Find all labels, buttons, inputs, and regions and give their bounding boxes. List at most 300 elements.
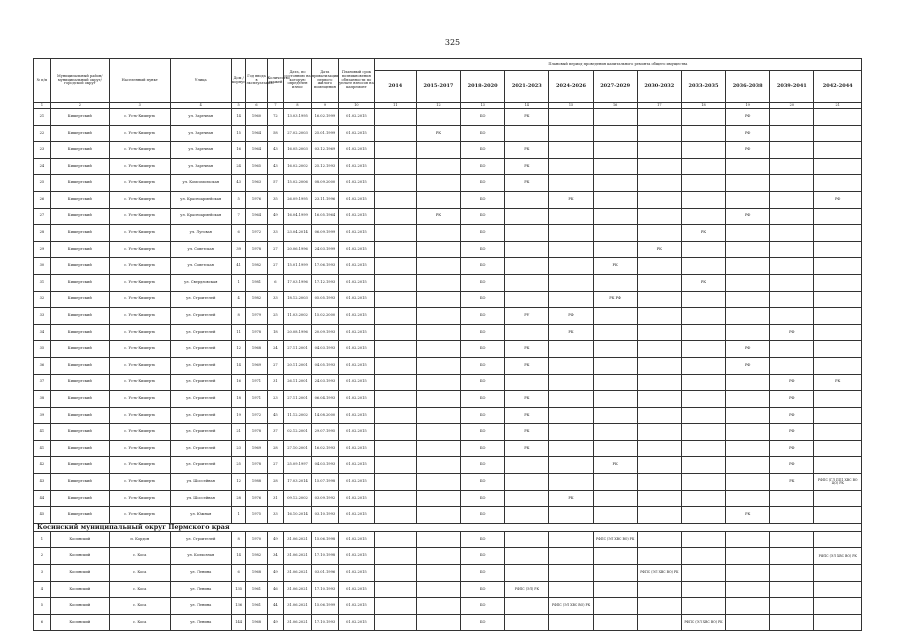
cell-planned-date: 01.02.2015 bbox=[339, 142, 375, 159]
cell-period-work bbox=[637, 490, 681, 507]
cell-period-work: РК bbox=[549, 490, 593, 507]
cell-period-work bbox=[726, 440, 770, 457]
cell-period-work bbox=[549, 291, 593, 308]
cell-settlement: с. Усть-Кишерть bbox=[109, 274, 170, 291]
cell-period-work bbox=[681, 258, 725, 275]
cell-street: ул. Строителей bbox=[170, 341, 231, 358]
cell-period-work bbox=[770, 274, 814, 291]
cell-period-work: РК bbox=[505, 407, 549, 424]
cell-period-work bbox=[814, 391, 862, 408]
cell-street: ул. Советская bbox=[170, 241, 231, 258]
cell-period-work bbox=[416, 225, 460, 242]
cell-period-work bbox=[637, 191, 681, 208]
cell-date-privatization: 04.05.1993 bbox=[311, 357, 338, 374]
cell-num: 32 bbox=[34, 291, 51, 308]
cell-period-work bbox=[549, 142, 593, 159]
cell-date-privatization: 17.06.1993 bbox=[311, 258, 338, 275]
table-row bbox=[34, 142, 862, 159]
cell-period-work bbox=[814, 598, 862, 615]
cell-period-work: РФПС (ЭЛ) РК bbox=[505, 581, 549, 598]
cell-period-work bbox=[726, 175, 770, 192]
cell-period-work bbox=[505, 291, 549, 308]
cell-period-work bbox=[549, 374, 593, 391]
cell-period-work bbox=[549, 407, 593, 424]
table-row bbox=[34, 457, 862, 474]
cell-period-work bbox=[637, 274, 681, 291]
cell-year: 1964 bbox=[246, 125, 267, 142]
column-number: 1 bbox=[34, 103, 51, 109]
cell-settlement: с. Усть-Кишерть bbox=[109, 507, 170, 524]
cell-period-work bbox=[770, 598, 814, 615]
cell-year: 1961 bbox=[246, 598, 267, 615]
cell-year: 1965 bbox=[246, 158, 267, 175]
cell-street: ул. Строителей bbox=[170, 308, 231, 325]
cell-period-work bbox=[416, 507, 460, 524]
cell-floors: 28 bbox=[267, 474, 284, 491]
cell-period-work bbox=[505, 474, 549, 491]
cell-period-work: РФПС (ЭЛ ХВС ВО) РК bbox=[814, 548, 862, 565]
cell-num: 21 bbox=[34, 109, 51, 126]
cell-period-work bbox=[549, 457, 593, 474]
cell-floors: 72 bbox=[267, 109, 284, 126]
cell-house: 144 bbox=[231, 614, 246, 631]
cell-period-work bbox=[593, 598, 637, 615]
cell-year: 1970 bbox=[246, 531, 267, 548]
cell-year: 1964 bbox=[246, 208, 267, 225]
cell-period-work: БО bbox=[461, 581, 505, 598]
cell-period-work: БО bbox=[461, 125, 505, 142]
cell-municipality: Кишертский bbox=[50, 109, 109, 126]
cell-settlement: с. Усть-Кишерть bbox=[109, 258, 170, 275]
cell-period-work bbox=[770, 507, 814, 524]
cell-period-work bbox=[637, 474, 681, 491]
cell-house: 28 bbox=[231, 490, 246, 507]
cell-date-privatization: 04.03.1993 bbox=[311, 341, 338, 358]
cell-period-work: РК bbox=[416, 208, 460, 225]
cell-period-work bbox=[374, 507, 416, 524]
cell-period-work: БО bbox=[461, 598, 505, 615]
header-planned-period: Плановый срок возникновения обязанности по уплате взносов на капремонт bbox=[339, 59, 375, 103]
cell-period-work bbox=[549, 241, 593, 258]
cell-year: 1971 bbox=[246, 391, 267, 408]
cell-settlement: с. Усть-Кишерть bbox=[109, 291, 170, 308]
cell-house: 1 bbox=[231, 507, 246, 524]
cell-street: ул. Ленина bbox=[170, 581, 231, 598]
cell-period-work bbox=[374, 531, 416, 548]
header-date-privatization: Дата приватизации первого жилого помещения bbox=[311, 59, 338, 103]
cell-planned-date: 01.02.2015 bbox=[339, 324, 375, 341]
cell-period-work bbox=[549, 225, 593, 242]
cell-period-work bbox=[770, 225, 814, 242]
cell-floors: 57 bbox=[267, 175, 284, 192]
cell-period-work bbox=[593, 324, 637, 341]
cell-municipality: Кишертский bbox=[50, 125, 109, 142]
table-row bbox=[34, 125, 862, 142]
cell-period-work bbox=[593, 424, 637, 441]
cell-period-work: БО bbox=[461, 258, 505, 275]
table-row bbox=[34, 424, 862, 441]
table-row bbox=[34, 208, 862, 225]
header-municipality: Муниципальный район/муниципальный округ/городской округ bbox=[50, 59, 109, 103]
cell-street: ул. Южная bbox=[170, 507, 231, 524]
cell-date-overhaul: 16.04.1999 bbox=[284, 208, 311, 225]
cell-period-work bbox=[726, 158, 770, 175]
cell-period-work bbox=[593, 407, 637, 424]
cell-year: 1963 bbox=[246, 175, 267, 192]
cell-period-work bbox=[681, 357, 725, 374]
cell-municipality: Кишертский bbox=[50, 341, 109, 358]
cell-settlement: с. Усть-Кишерть bbox=[109, 324, 170, 341]
cell-date-privatization: 03.01.1996 bbox=[311, 565, 338, 582]
cell-period-work bbox=[681, 507, 725, 524]
cell-planned-date: 01.02.2015 bbox=[339, 424, 375, 441]
cell-period-work bbox=[593, 109, 637, 126]
cell-period-work bbox=[549, 258, 593, 275]
cell-period-work bbox=[814, 424, 862, 441]
cell-year: 1964 bbox=[246, 142, 267, 159]
header-settlement: Населенный пункт bbox=[109, 59, 170, 103]
cell-num: 25 bbox=[34, 175, 51, 192]
cell-period-work bbox=[374, 457, 416, 474]
cell-house: 8 bbox=[231, 308, 246, 325]
cell-street: ул. Строителей bbox=[170, 457, 231, 474]
cell-period-work bbox=[726, 225, 770, 242]
cell-period-work bbox=[374, 440, 416, 457]
cell-period-work bbox=[770, 142, 814, 159]
cell-planned-date: 01.02.2015 bbox=[339, 258, 375, 275]
cell-period-work bbox=[726, 391, 770, 408]
cell-period-work bbox=[416, 241, 460, 258]
cell-period-work bbox=[770, 565, 814, 582]
cell-period-work bbox=[416, 357, 460, 374]
cell-planned-date: 01.02.2015 bbox=[339, 614, 375, 631]
cell-period-work bbox=[814, 341, 862, 358]
cell-date-overhaul: 31.06.2021 bbox=[284, 614, 311, 631]
cell-period-work bbox=[593, 175, 637, 192]
cell-period-work: РК bbox=[505, 440, 549, 457]
cell-date-privatization: 15.02.2000 bbox=[311, 308, 338, 325]
cell-date-overhaul: 25.09.1997 bbox=[284, 457, 311, 474]
cell-period-work bbox=[593, 474, 637, 491]
table-row bbox=[34, 308, 862, 325]
cell-num: 6 bbox=[34, 614, 51, 631]
cell-planned-date: 01.02.2015 bbox=[339, 225, 375, 242]
cell-period-work bbox=[637, 507, 681, 524]
cell-settlement: с. Усть-Кишерть bbox=[109, 308, 170, 325]
cell-date-overhaul: 31.06.2021 bbox=[284, 565, 311, 582]
cell-period-work: БО bbox=[461, 109, 505, 126]
cell-date-overhaul: 15.02.2006 bbox=[284, 175, 311, 192]
cell-period-work bbox=[374, 274, 416, 291]
cell-period-work bbox=[681, 109, 725, 126]
cell-period-work bbox=[637, 457, 681, 474]
cell-planned-date: 01.02.2015 bbox=[339, 191, 375, 208]
cell-period-work bbox=[770, 109, 814, 126]
cell-period-work bbox=[770, 548, 814, 565]
cell-year: 1975 bbox=[246, 507, 267, 524]
cell-year: 1982 bbox=[246, 548, 267, 565]
cell-period-work bbox=[637, 225, 681, 242]
cell-period-work bbox=[814, 125, 862, 142]
cell-planned-date: 01.02.2015 bbox=[339, 598, 375, 615]
cell-year: 1988 bbox=[246, 474, 267, 491]
cell-municipality: Кишертский bbox=[50, 474, 109, 491]
cell-house: 6 bbox=[231, 565, 246, 582]
column-number: 19 bbox=[726, 103, 770, 109]
cell-period-work: РФ bbox=[770, 457, 814, 474]
cell-house: 8 bbox=[231, 531, 246, 548]
cell-period-work bbox=[681, 531, 725, 548]
cell-period-work bbox=[814, 531, 862, 548]
cell-date-privatization: 03.10.1993 bbox=[311, 507, 338, 524]
cell-date-privatization: 03.09.1992 bbox=[311, 490, 338, 507]
cell-period-work: БО bbox=[461, 158, 505, 175]
cell-floors: 27 bbox=[267, 457, 284, 474]
cell-period-work bbox=[416, 374, 460, 391]
column-number: 20 bbox=[770, 103, 814, 109]
cell-year: 1968 bbox=[246, 565, 267, 582]
column-number: 7 bbox=[267, 103, 284, 109]
cell-period-work: РФ bbox=[770, 407, 814, 424]
cell-municipality: Кишертский bbox=[50, 308, 109, 325]
cell-period-work bbox=[593, 142, 637, 159]
cell-planned-date: 01.02.2015 bbox=[339, 175, 375, 192]
table-row bbox=[34, 490, 862, 507]
cell-street: ул. Красноармейская bbox=[170, 191, 231, 208]
cell-period-work bbox=[726, 598, 770, 615]
cell-period-work bbox=[374, 474, 416, 491]
cell-period-work: РК bbox=[726, 507, 770, 524]
cell-period-work bbox=[726, 191, 770, 208]
cell-period-work bbox=[593, 125, 637, 142]
cell-floors: 25 bbox=[267, 308, 284, 325]
cell-period-work: РК bbox=[505, 341, 549, 358]
cell-municipality: Кишертский bbox=[50, 225, 109, 242]
cell-street: ул. Строителей bbox=[170, 391, 231, 408]
cell-period-work bbox=[593, 507, 637, 524]
cell-num: 41 bbox=[34, 440, 51, 457]
cell-period-work bbox=[637, 424, 681, 441]
cell-period-work bbox=[374, 391, 416, 408]
cell-date-privatization: 24.03.1999 bbox=[311, 241, 338, 258]
header-planned-years-title: Плановый период проведения капитального ремонта общего имущества bbox=[374, 59, 861, 71]
cell-street: ул. Строителей bbox=[170, 324, 231, 341]
cell-period-work bbox=[681, 407, 725, 424]
cell-planned-date: 01.02.2015 bbox=[339, 474, 375, 491]
cell-floors: 44 bbox=[267, 598, 284, 615]
cell-period-work bbox=[505, 191, 549, 208]
cell-period-work: БО bbox=[461, 407, 505, 424]
cell-period-work bbox=[549, 581, 593, 598]
cell-floors: 37 bbox=[267, 424, 284, 441]
cell-period-work bbox=[374, 225, 416, 242]
cell-municipality: Кишертский bbox=[50, 424, 109, 441]
cell-date-privatization: 15.06.1999 bbox=[311, 598, 338, 615]
cell-planned-date: 01.02.2015 bbox=[339, 507, 375, 524]
cell-municipality: Кишертский bbox=[50, 258, 109, 275]
cell-period-work bbox=[637, 407, 681, 424]
table-row bbox=[34, 548, 862, 565]
cell-settlement: с. Усть-Кишерть bbox=[109, 407, 170, 424]
cell-period-work bbox=[681, 457, 725, 474]
table-row bbox=[34, 241, 862, 258]
cell-house: 15 bbox=[231, 125, 246, 142]
cell-settlement: с. Усть-Кишерть bbox=[109, 457, 170, 474]
cell-period-work: БО bbox=[461, 324, 505, 341]
cell-period-work bbox=[505, 548, 549, 565]
cell-period-work bbox=[416, 581, 460, 598]
cell-period-work: БО bbox=[461, 424, 505, 441]
cell-floors: 49 bbox=[267, 614, 284, 631]
cell-period-work bbox=[726, 565, 770, 582]
cell-municipality: Косинский bbox=[50, 531, 109, 548]
cell-period-work: РФПС (ЭЛ ХВС ВО) РК bbox=[681, 614, 725, 631]
cell-period-work bbox=[814, 225, 862, 242]
cell-period-work bbox=[416, 324, 460, 341]
cell-house: 25 bbox=[231, 457, 246, 474]
cell-period-work: БО bbox=[461, 440, 505, 457]
cell-planned-date: 01.02.2015 bbox=[339, 440, 375, 457]
cell-municipality: Кишертский bbox=[50, 158, 109, 175]
cell-planned-date: 01.02.2015 bbox=[339, 531, 375, 548]
cell-period-work bbox=[374, 357, 416, 374]
cell-period-work bbox=[549, 474, 593, 491]
cell-planned-date: 01.02.2015 bbox=[339, 391, 375, 408]
cell-house: 11 bbox=[231, 324, 246, 341]
cell-period-work bbox=[681, 142, 725, 159]
cell-street: ул. Луговая bbox=[170, 225, 231, 242]
cell-period-work bbox=[770, 531, 814, 548]
capital-repair-table bbox=[33, 58, 862, 631]
cell-house: 23 bbox=[231, 440, 246, 457]
cell-floors: 27 bbox=[267, 357, 284, 374]
cell-year: 1982 bbox=[246, 291, 267, 308]
cell-period-work: РФПС (ГЛ ПП1 ХВС ВО ЦО) РК bbox=[814, 474, 862, 491]
cell-date-overhaul: 15.01.1999 bbox=[284, 258, 311, 275]
cell-period-work bbox=[637, 614, 681, 631]
cell-period-work bbox=[593, 208, 637, 225]
cell-street: ул. Колхозная bbox=[170, 548, 231, 565]
cell-house: 135 bbox=[231, 581, 246, 598]
cell-period-work bbox=[637, 440, 681, 457]
cell-house: 5 bbox=[231, 191, 246, 208]
cell-num: 23 bbox=[34, 142, 51, 159]
cell-period-work: РФПС (ЭЛ ХВС ВО) РК bbox=[549, 598, 593, 615]
cell-date-overhaul: 27.10.2001 bbox=[284, 440, 311, 457]
cell-municipality: Косинский bbox=[50, 581, 109, 598]
cell-num: 4 bbox=[34, 581, 51, 598]
cell-date-privatization: 14.08.2000 bbox=[311, 407, 338, 424]
cell-period-work: РК bbox=[505, 175, 549, 192]
cell-planned-date: 01.02.2015 bbox=[339, 490, 375, 507]
cell-planned-date: 01.02.2015 bbox=[339, 308, 375, 325]
cell-period-work bbox=[549, 125, 593, 142]
cell-planned-date: 01.02.2015 bbox=[339, 581, 375, 598]
cell-period-work bbox=[681, 565, 725, 582]
cell-settlement: с. Усть-Кишерть bbox=[109, 357, 170, 374]
cell-date-overhaul: 16.02.2002 bbox=[284, 158, 311, 175]
cell-period-work bbox=[549, 507, 593, 524]
header-floors: Количество этажей bbox=[267, 59, 284, 103]
cell-period-work: БО bbox=[461, 457, 505, 474]
cell-house: 12 bbox=[231, 474, 246, 491]
cell-date-overhaul: 16.10.2014 bbox=[284, 507, 311, 524]
header-year: 2036-2038 bbox=[726, 71, 770, 103]
cell-period-work: РФ bbox=[726, 109, 770, 126]
cell-num: 45 bbox=[34, 507, 51, 524]
column-number: 21 bbox=[814, 103, 862, 109]
table-row bbox=[34, 374, 862, 391]
cell-year: 1961 bbox=[246, 581, 267, 598]
cell-period-work bbox=[593, 158, 637, 175]
cell-num: 44 bbox=[34, 490, 51, 507]
table-row bbox=[34, 531, 862, 548]
cell-period-work: БО bbox=[461, 191, 505, 208]
header-year: 2039-2041 bbox=[770, 71, 814, 103]
cell-period-work bbox=[681, 125, 725, 142]
cell-planned-date: 01.02.2015 bbox=[339, 274, 375, 291]
cell-date-overhaul: 23.04.2014 bbox=[284, 225, 311, 242]
cell-settlement: с. Коса bbox=[109, 548, 170, 565]
cell-period-work bbox=[770, 308, 814, 325]
header-year: 2027-2029 bbox=[593, 71, 637, 103]
cell-period-work: РК bbox=[505, 109, 549, 126]
cell-date-overhaul: 20.08.1996 bbox=[284, 324, 311, 341]
cell-period-work bbox=[681, 324, 725, 341]
cell-period-work bbox=[770, 581, 814, 598]
cell-street: ул. Шоссейная bbox=[170, 490, 231, 507]
cell-num: 31 bbox=[34, 274, 51, 291]
page-number: 325 bbox=[444, 38, 461, 47]
cell-period-work bbox=[374, 324, 416, 341]
cell-period-work bbox=[593, 374, 637, 391]
cell-period-work bbox=[681, 581, 725, 598]
cell-period-work bbox=[549, 109, 593, 126]
cell-num: 5 bbox=[34, 598, 51, 615]
cell-floors: 46 bbox=[267, 581, 284, 598]
cell-period-work bbox=[681, 191, 725, 208]
cell-period-work: РК bbox=[416, 125, 460, 142]
cell-period-work bbox=[416, 598, 460, 615]
cell-period-work bbox=[814, 175, 862, 192]
cell-period-work bbox=[416, 531, 460, 548]
header-year: 2042-2044 bbox=[814, 71, 862, 103]
cell-municipality: Кишертский bbox=[50, 507, 109, 524]
cell-street: ул. Ленина bbox=[170, 614, 231, 631]
cell-date-privatization: 05.05.1993 bbox=[311, 291, 338, 308]
header-year: 2018-2020 bbox=[461, 71, 505, 103]
cell-period-work bbox=[726, 457, 770, 474]
cell-period-work bbox=[770, 208, 814, 225]
cell-floors: 58 bbox=[267, 125, 284, 142]
cell-period-work bbox=[726, 274, 770, 291]
cell-street: ул. Заречная bbox=[170, 109, 231, 126]
cell-date-privatization: 17.12.1993 bbox=[311, 274, 338, 291]
cell-period-work bbox=[637, 308, 681, 325]
column-number: 6 bbox=[246, 103, 267, 109]
cell-period-work bbox=[593, 391, 637, 408]
cell-period-work: БО bbox=[461, 175, 505, 192]
cell-floors: 45 bbox=[267, 407, 284, 424]
cell-period-work bbox=[505, 507, 549, 524]
cell-period-work bbox=[549, 614, 593, 631]
cell-house: 43 bbox=[231, 175, 246, 192]
cell-year: 1979 bbox=[246, 308, 267, 325]
cell-settlement: с. Коса bbox=[109, 598, 170, 615]
cell-house: 14 bbox=[231, 357, 246, 374]
cell-municipality: Кишертский bbox=[50, 142, 109, 159]
cell-period-work bbox=[593, 308, 637, 325]
